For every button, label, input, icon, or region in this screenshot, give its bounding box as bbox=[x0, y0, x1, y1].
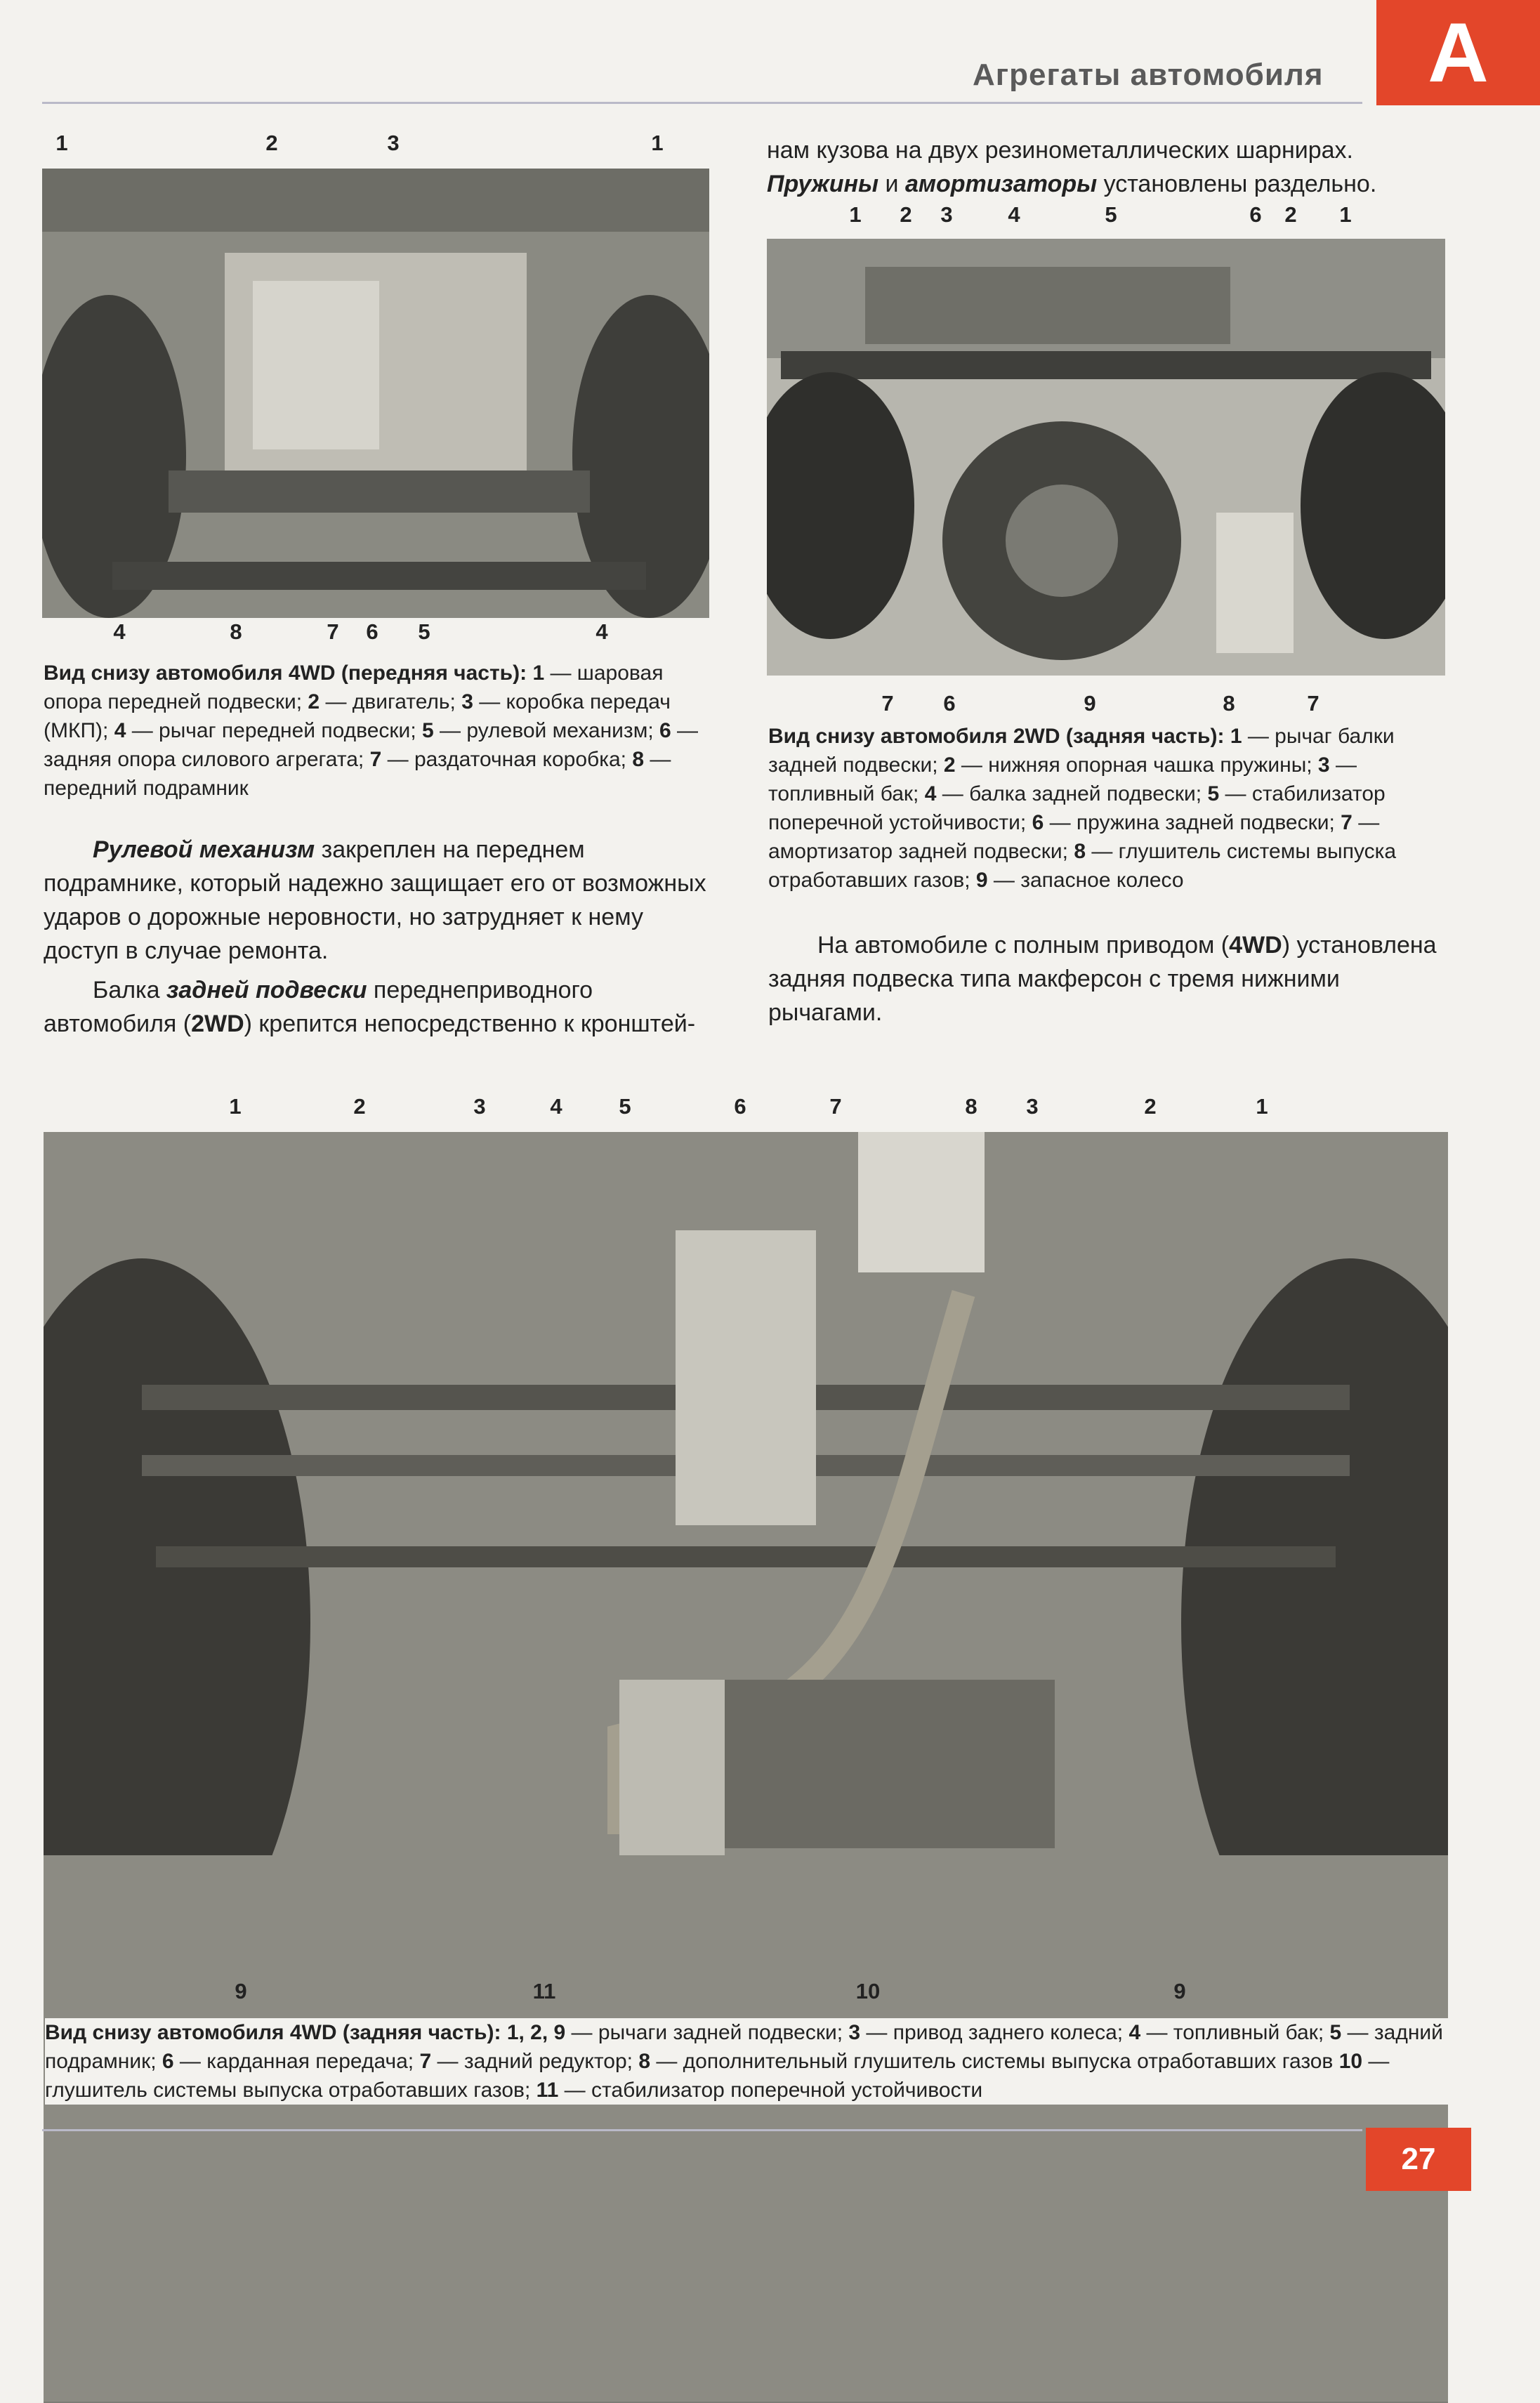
callout: 4 bbox=[1008, 202, 1020, 227]
figure-1-caption bbox=[44, 659, 711, 803]
callout: 9 bbox=[235, 1979, 247, 2003]
caption-text: — нижняя опорная чашка пружины; bbox=[955, 753, 1318, 777]
callout: 5 bbox=[418, 619, 430, 644]
caption-text: — пружина задней подвески; bbox=[1044, 811, 1341, 834]
rear-4wd-photo-drawing bbox=[44, 1132, 1448, 2402]
paragraph-springs bbox=[767, 167, 1448, 201]
caption-text: — глушитель системы выпуска отработавших газов; bbox=[45, 2050, 1390, 2102]
caption-text: — передний подрамник bbox=[44, 748, 671, 800]
callout: 3 bbox=[387, 131, 400, 155]
caption-num: 1 bbox=[532, 661, 545, 685]
callout: 6 bbox=[1249, 202, 1262, 227]
callout: 5 bbox=[1105, 202, 1117, 227]
term: задней подвески bbox=[166, 977, 367, 1003]
figure-3-callouts-bottom bbox=[0, 1979, 1540, 2007]
caption-title: Вид снизу автомобиля 4WD (задняя часть): bbox=[45, 2021, 501, 2044]
paragraph-steering bbox=[44, 833, 718, 968]
caption-num: 1 bbox=[1230, 725, 1242, 748]
callout: 3 bbox=[940, 202, 953, 227]
paragraph-text: Балка bbox=[93, 977, 167, 1003]
callout: 1 bbox=[651, 131, 664, 155]
caption-num: 11 bbox=[536, 2079, 559, 2102]
caption-num: 9 bbox=[975, 869, 988, 892]
callout: 6 bbox=[734, 1094, 746, 1119]
callout: 4 bbox=[595, 619, 608, 644]
caption-num: 8 bbox=[638, 2050, 650, 2073]
caption-text: — шаровая опора передней подвески; bbox=[44, 661, 664, 713]
callout: 2 bbox=[265, 131, 278, 155]
paragraph-text: нам кузова на двух резинометаллических шарнирах. bbox=[767, 137, 1353, 164]
caption-num: 1, 2, 9 bbox=[506, 2021, 566, 2044]
callout: 4 bbox=[113, 619, 126, 644]
caption-text: — двигатель; bbox=[320, 690, 462, 713]
callout: 3 bbox=[1026, 1094, 1039, 1119]
caption-text: — коробка передач (МКП); bbox=[44, 690, 671, 742]
caption-num: 3 bbox=[848, 2021, 861, 2044]
caption-title: Вид снизу автомобиля 4WD (передняя часть): bbox=[44, 661, 527, 685]
caption-text: — топливный бак; bbox=[768, 753, 1357, 805]
caption-text: — топливный бак; bbox=[1140, 2021, 1330, 2044]
running-header: Агрегаты автомобиля bbox=[973, 58, 1324, 92]
caption-text: — балка задней подвески; bbox=[936, 782, 1208, 805]
caption-num: 7 bbox=[369, 748, 382, 771]
caption-num: 4 bbox=[1128, 2021, 1141, 2044]
caption-title: Вид снизу автомобиля 2WD (задняя часть): bbox=[768, 725, 1225, 748]
term: Пружины bbox=[767, 171, 879, 197]
caption-num: 4 bbox=[114, 719, 126, 742]
term: Рулевой механизм bbox=[93, 836, 315, 863]
figure-2-caption bbox=[768, 722, 1447, 895]
caption-num: 5 bbox=[1329, 2021, 1342, 2044]
caption-num: 8 bbox=[1074, 840, 1086, 863]
paragraph-text: переднеприводного автомобиля ( bbox=[44, 977, 593, 1037]
term: 4WD bbox=[1229, 932, 1282, 959]
caption-num: 5 bbox=[1207, 782, 1220, 805]
figure-3-callouts-top bbox=[0, 1094, 1540, 1122]
callout: 6 bbox=[366, 619, 379, 644]
callout: 4 bbox=[550, 1094, 562, 1119]
caption-num: 3 bbox=[1317, 753, 1330, 777]
callout: 2 bbox=[353, 1094, 366, 1119]
caption-num: 6 bbox=[659, 719, 671, 742]
footer-divider bbox=[42, 2129, 1362, 2131]
callout: 7 bbox=[327, 619, 339, 644]
header-divider bbox=[42, 102, 1362, 104]
callout: 3 bbox=[473, 1094, 486, 1119]
figure-1-callouts-top bbox=[0, 131, 772, 159]
paragraph-text: ) установлена задняя подвеска типа макферсон с тремя нижними рычагами. bbox=[768, 932, 1437, 1026]
caption-num: 6 bbox=[1032, 811, 1044, 834]
term: амортизаторы bbox=[904, 171, 1098, 197]
figure-2-callouts-bottom bbox=[765, 691, 1468, 719]
callout: 1 bbox=[1339, 202, 1352, 227]
paragraph-text: ) крепится непосредственно к кронштей- bbox=[244, 1010, 696, 1037]
figure-1-callouts-bottom bbox=[0, 619, 772, 647]
callout: 6 bbox=[943, 691, 956, 716]
caption-num: 5 bbox=[422, 719, 434, 742]
caption-text: — запасное колесо bbox=[987, 869, 1184, 892]
callout: 2 bbox=[1284, 202, 1297, 227]
callout: 5 bbox=[619, 1094, 631, 1119]
callout: 9 bbox=[1173, 1979, 1186, 2003]
callout: 9 bbox=[1084, 691, 1096, 716]
caption-num: 2 bbox=[943, 753, 956, 777]
callout: 8 bbox=[1223, 691, 1235, 716]
text-column-left bbox=[44, 833, 718, 1041]
callout: 11 bbox=[532, 1979, 556, 2003]
caption-text: — карданная передача; bbox=[173, 2050, 420, 2073]
page-number: 27 bbox=[1366, 2128, 1471, 2191]
paragraph-text: На автомобиле с полным приводом ( bbox=[817, 932, 1230, 959]
caption-num: 3 bbox=[461, 690, 473, 713]
text-column-right-mid bbox=[768, 928, 1447, 1029]
caption-text: — амортизатор задней подвески; bbox=[768, 811, 1380, 863]
text-column-right-top bbox=[767, 133, 1448, 201]
callout: 8 bbox=[230, 619, 242, 644]
caption-text: — рычаги задней подвески; bbox=[565, 2021, 849, 2044]
caption-text: — задняя опора силового агрегата; bbox=[44, 719, 699, 771]
callout: 7 bbox=[829, 1094, 842, 1119]
callout: 1 bbox=[55, 131, 68, 155]
caption-text: — рычаг балки задней подвески; bbox=[768, 725, 1395, 777]
callout: 10 bbox=[855, 1979, 881, 2003]
caption-num: 2 bbox=[308, 690, 320, 713]
caption-text: — дополнительный глушитель системы выпуска отработавших газов bbox=[650, 2050, 1339, 2073]
callout: 1 bbox=[229, 1094, 242, 1119]
caption-num: 4 bbox=[924, 782, 937, 805]
figure-3-caption bbox=[45, 2018, 1449, 2105]
caption-text: — задний подрамник; bbox=[45, 2021, 1443, 2073]
caption-num: 6 bbox=[162, 2050, 174, 2073]
caption-num: 7 bbox=[1341, 811, 1353, 834]
caption-text: — рычаг передней подвески; bbox=[126, 719, 422, 742]
callout: 8 bbox=[965, 1094, 978, 1119]
paragraph-text: установлены раздельно. bbox=[1097, 171, 1377, 197]
paragraph-text: закреплен на переднем подрамнике, который надежно защищает его от возможных ударов о дорожные неровности, но затрудняет к нему доступ в случае ремонта. bbox=[44, 836, 706, 964]
paragraph-rear-beam bbox=[44, 973, 718, 1041]
term: 2WD bbox=[191, 1010, 244, 1037]
callout: 7 bbox=[1307, 691, 1319, 716]
caption-text: — раздаточная коробка; bbox=[381, 748, 633, 771]
caption-text: — привод заднего колеса; bbox=[860, 2021, 1129, 2044]
callout: 7 bbox=[881, 691, 894, 716]
callout: 2 bbox=[1144, 1094, 1157, 1119]
photo-front-underside-4wd bbox=[42, 169, 709, 618]
caption-text: — рулевой механизм; bbox=[433, 719, 659, 742]
callout: 1 bbox=[1256, 1094, 1268, 1119]
figure-2-callouts-top bbox=[765, 202, 1468, 230]
caption-text: — задний редуктор; bbox=[431, 2050, 639, 2073]
section-badge: A bbox=[1376, 0, 1540, 105]
caption-text: — стабилизатор поперечной устойчивости; bbox=[768, 782, 1386, 834]
caption-text: — стабилизатор поперечной устойчивости bbox=[558, 2079, 983, 2102]
caption-num: 8 bbox=[632, 748, 645, 771]
caption-num: 10 bbox=[1338, 2050, 1363, 2073]
callout: 1 bbox=[849, 202, 862, 227]
callout: 2 bbox=[900, 202, 912, 227]
paragraph-4wd bbox=[768, 928, 1447, 1029]
caption-text: — глушитель системы выпуска отработавших газов; bbox=[768, 840, 1397, 892]
caption-num: 7 bbox=[419, 2050, 432, 2073]
paragraph-text: и bbox=[878, 171, 905, 197]
photo-rear-underside-2wd bbox=[767, 239, 1445, 676]
